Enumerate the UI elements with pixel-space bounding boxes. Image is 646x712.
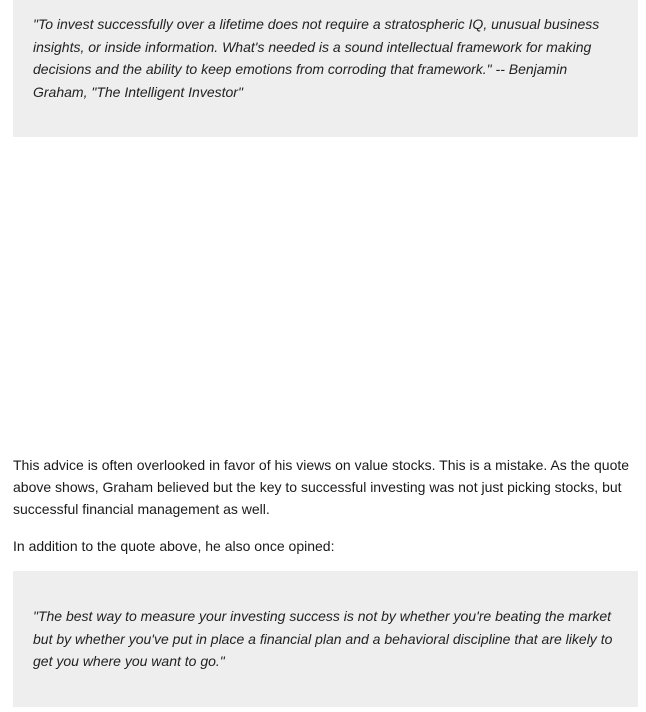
body-paragraph-opined: In addition to the quote above, he also once opined:	[13, 538, 335, 554]
quote-text: "To invest successfully over a lifetime does not require a stratospheric IQ, unusual business insights, or inside information. What's needed is a sound intellectual framework for making decisions and the ability to keep emotions from corroding that framework." -- Benjamin Graham, "The Intelligent Investor"	[33, 16, 600, 100]
blockquote-investing-success	[13, 571, 638, 707]
blockquote-graham-intelligent-investor	[13, 0, 638, 137]
quote-text: "The best way to measure your investing success is not by whether you're beating the market but by whether you've put in place a financial plan and a behavioral discipline that are likely to get you where you want to go."	[33, 608, 613, 669]
body-paragraph-advice: This advice is often overlooked in favor of his views on value stocks. This is a mistake. As the quote above shows, Graham believed but the key to successful investing was not just picking stocks, but successful financial management as well.	[13, 457, 630, 517]
